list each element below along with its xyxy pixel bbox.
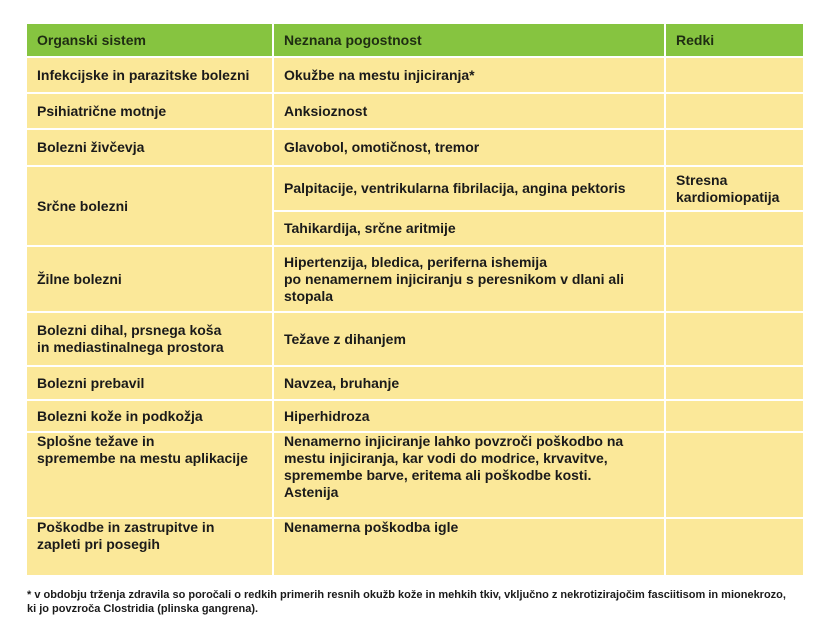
organ-system-cell: Bolezni prebavil [26,366,273,400]
table-row [26,166,804,211]
header-organ-system: Organski sistem [26,23,273,57]
table-row [26,129,804,166]
table-row [26,366,804,400]
organ-system-cell [26,432,273,518]
unknown-frequency-cell: Nenamerna poškodba igle [273,518,665,576]
table-row [26,518,804,576]
organ-system-cell: Psihiatrične motnje [26,93,273,129]
organ-system-cell: Srčne bolezni [26,166,273,246]
table-row [26,312,804,366]
organ-system-line: spremembe na mestu aplikacije [37,450,248,466]
adverse-reactions-table [25,22,805,577]
organ-system-cell: Infekcijske in parazitske bolezni [26,57,273,93]
header-rare: Redki [665,23,804,57]
rare-cell [665,366,804,400]
unknown-frequency-cell: Glavobol, omotičnost, tremor [273,129,665,166]
unknown-frequency-line: spremembe barve, eritema ali poškodbe kosti. [284,467,592,483]
rare-cell [665,129,804,166]
table-row [26,93,804,129]
rare-cell [665,400,804,432]
unknown-frequency-line: Hipertenzija, bledica, periferna ishemija [284,253,547,270]
unknown-frequency-cell [273,246,665,312]
header-unknown-frequency: Neznana pogostnost [273,23,665,57]
unknown-frequency-cell: Navzea, bruhanje [273,366,665,400]
footnote-line: * v obdobju trženja zdravila so poročali o redkih primerih resnih okužb kože in mehkih tkiv, vključno z nekrotizirajočim fasciitisom in mionekrozo, [27,589,786,601]
organ-system-cell [26,312,273,366]
organ-system-cell: Žilne bolezni [26,246,273,312]
table-row [26,400,804,432]
organ-system-line: zapleti pri posegih [37,536,160,552]
rare-cell [665,432,804,518]
table-row [26,432,804,518]
unknown-frequency-cell: Palpitacije, ventrikularna fibrilacija, angina pektoris [273,166,665,211]
unknown-frequency-line: po nenamernem injiciranju s peresnikom v dlani ali [284,270,624,287]
unknown-frequency-line: Nenamerno injiciranje lahko povzroči poškodbo na [284,433,624,449]
unknown-frequency-cell: Hiperhidroza [273,400,665,432]
organ-system-cell: Bolezni kože in podkožja [26,400,273,432]
unknown-frequency-line: mestu injiciranja, kar vodi do modrice, krvavitve, [284,450,608,466]
organ-system-line: Splošne težave in [37,433,155,449]
rare-cell [665,93,804,129]
unknown-frequency-line: stopala [284,287,334,304]
organ-system-line: Bolezni dihal, prsnega koša [37,322,222,338]
organ-system-line: in mediastinalnega prostora [37,339,224,355]
footnote-line: ki jo povzroča Clostridia (plinska gangrena). [27,603,259,615]
unknown-frequency-cell: Tahikardija, srčne aritmije [273,211,665,246]
unknown-frequency-line: Astenija [284,484,339,500]
rare-cell [665,518,804,576]
rare-cell: Stresna kardiomiopatija [665,166,804,211]
table-header-row [26,23,804,57]
unknown-frequency-cell: Anksioznost [273,93,665,129]
rare-cell [665,211,804,246]
organ-system-cell: Bolezni živčevja [26,129,273,166]
table-row [26,246,804,312]
rare-cell [665,246,804,312]
unknown-frequency-cell [273,432,665,518]
footnote [27,588,807,616]
unknown-frequency-cell: Težave z dihanjem [273,312,665,366]
rare-cell [665,312,804,366]
unknown-frequency-cell: Okužbe na mestu injiciranja* [273,57,665,93]
rare-cell [665,57,804,93]
organ-system-line: Poškodbe in zastrupitve in [37,519,215,535]
table-row [26,57,804,93]
organ-system-cell [26,518,273,576]
